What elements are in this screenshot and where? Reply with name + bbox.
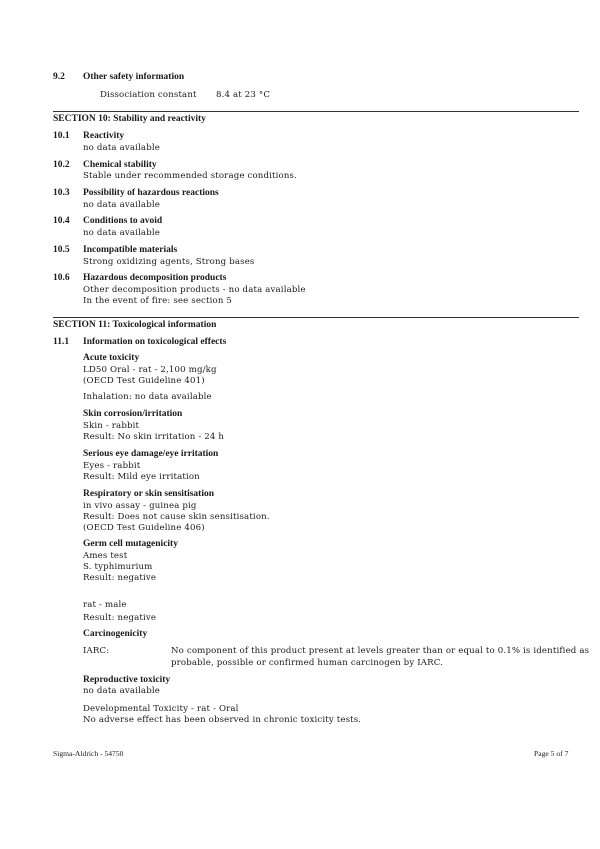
item-heading: Chemical stability: [83, 160, 157, 170]
item-text: in vivo assay - guinea pig: [83, 501, 197, 511]
item-text: S. typhimurium: [83, 562, 153, 572]
section-number: 9.2: [53, 72, 65, 82]
item-text: no data available: [83, 228, 160, 238]
item-number: 10.4: [53, 216, 70, 226]
item-text: Other decomposition products - no data available: [83, 285, 306, 295]
item-text: Stable under recommended storage conditions.: [83, 171, 297, 181]
item-text: Strong oxidizing agents, Strong bases: [83, 257, 255, 267]
item-text: no data available: [83, 686, 160, 696]
item-number: 10.5: [53, 245, 70, 255]
item-text: Eyes - rabbit: [83, 461, 141, 471]
item-heading: Hazardous decomposition products: [83, 273, 227, 283]
item-text: probable, possible or confirmed human carcinogen by IARC.: [171, 658, 444, 668]
item-heading: Reactivity: [83, 131, 125, 141]
footer-page-number: Page 5 of 7: [534, 749, 569, 758]
iarc-label: IARC:: [83, 646, 110, 656]
item-text: Result: Does not cause skin sensitisation.: [83, 512, 270, 522]
section-divider: [53, 317, 579, 318]
item-text: (OECD Test Guideline 406): [83, 523, 205, 533]
item-text: (OECD Test Guideline 401): [83, 376, 205, 386]
subheading-mutagenicity: Germ cell mutagenicity: [83, 539, 178, 549]
item-text: No adverse effect has been observed in chronic toxicity tests.: [83, 715, 362, 725]
subheading-skin: Skin corrosion/irritation: [83, 409, 183, 419]
item-text: No component of this product present at levels greater than or equal to 0.1% is identified as: [171, 646, 590, 656]
item-number: 11.1: [53, 337, 70, 347]
item-text: no data available: [83, 143, 160, 153]
item-text: Inhalation: no data available: [83, 392, 212, 402]
item-text: no data available: [83, 200, 160, 210]
subheading-acute-toxicity: Acute toxicity: [83, 353, 140, 363]
item-text: Result: Mild eye irritation: [83, 472, 200, 482]
item-heading: Incompatible materials: [83, 245, 178, 255]
subheading-sensitisation: Respiratory or skin sensitisation: [83, 489, 214, 499]
item-text: Result: negative: [83, 573, 157, 583]
footer-product: Sigma-Aldrich - 54750: [53, 749, 124, 758]
property-label: Dissociation constant: [100, 90, 197, 100]
subheading-eye: Serious eye damage/eye irritation: [83, 449, 219, 459]
item-text: Ames test: [83, 551, 128, 561]
item-text: Skin - rabbit: [83, 421, 140, 431]
item-number: 10.6: [53, 273, 70, 283]
section-heading: Other safety information: [83, 72, 185, 82]
item-number: 10.3: [53, 188, 70, 198]
item-heading: Possibility of hazardous reactions: [83, 188, 219, 198]
subheading-carcinogenicity: Carcinogenicity: [83, 629, 148, 639]
subheading-reproductive: Reproductive toxicity: [83, 675, 171, 685]
item-text: rat - male: [83, 600, 127, 610]
item-number: 10.1: [53, 131, 70, 141]
item-heading: Conditions to avoid: [83, 216, 163, 226]
item-number: 10.2: [53, 160, 70, 170]
item-text: Result: negative: [83, 613, 157, 623]
item-text: Result: No skin irritation - 24 h: [83, 432, 225, 442]
item-text: LD50 Oral - rat - 2,100 mg/kg: [83, 365, 217, 375]
section-10-title: SECTION 10: Stability and reactivity: [53, 114, 206, 124]
item-heading: Information on toxicological effects: [83, 337, 227, 347]
section-divider: [53, 111, 579, 112]
item-text: In the event of fire: see section 5: [83, 296, 233, 306]
section-11-title: SECTION 11: Toxicological information: [53, 320, 217, 330]
item-text: Developmental Toxicity - rat - Oral: [83, 704, 239, 714]
property-value: 8.4 at 23 °C: [216, 90, 271, 100]
